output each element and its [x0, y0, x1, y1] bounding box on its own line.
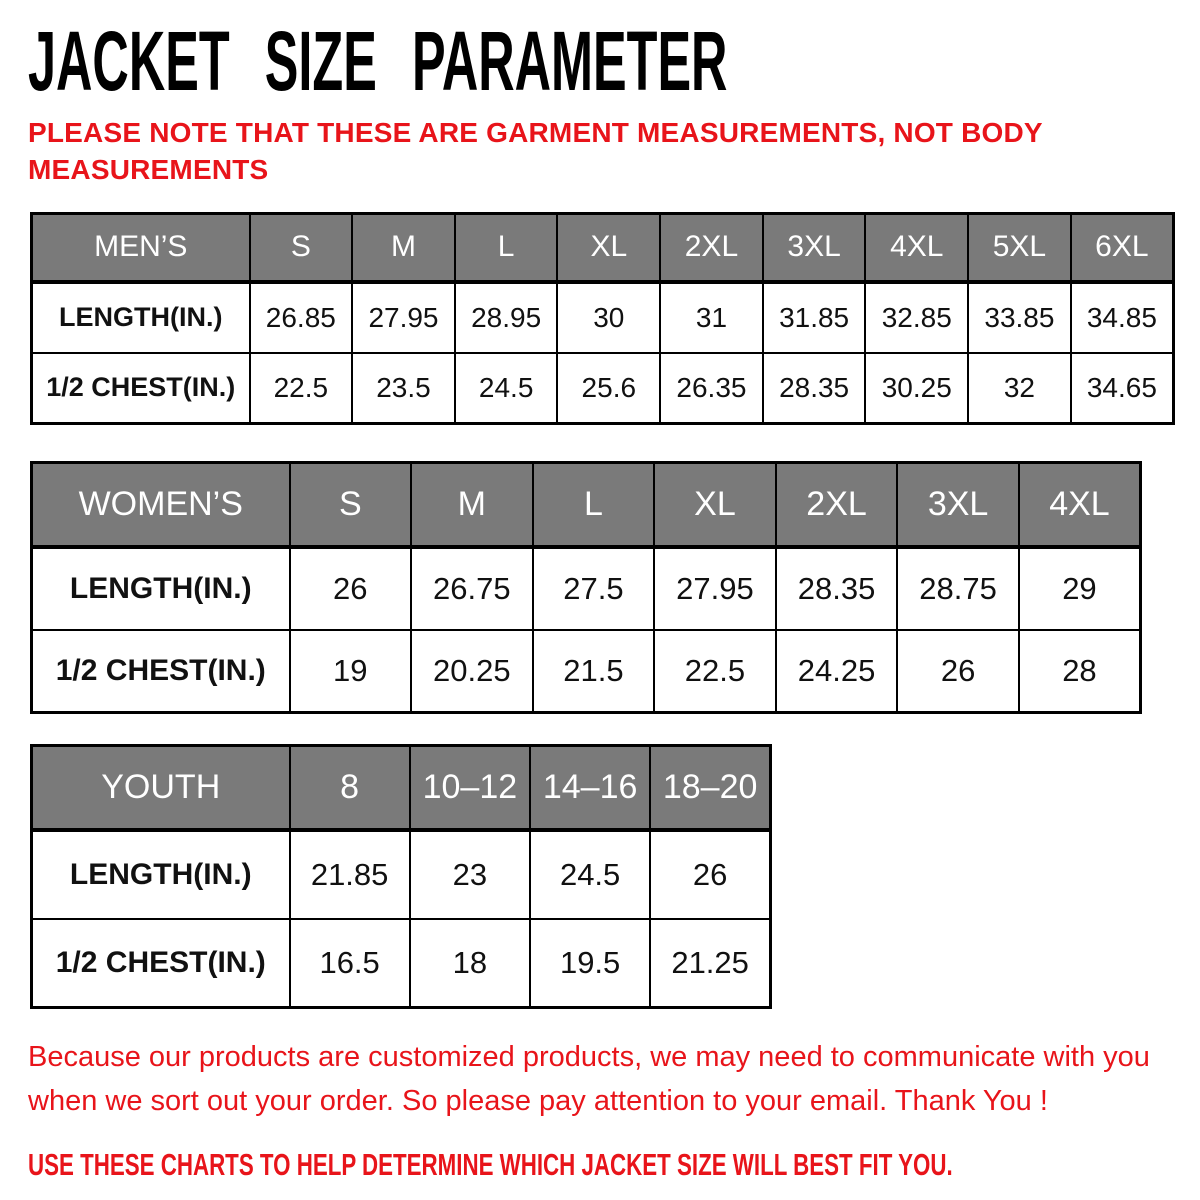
footer-note-line-2: when we sort out your order. So please pay attention to your email. Thank You ! [28, 1085, 1048, 1117]
mens-length-6xl: 34.85 [1071, 282, 1174, 353]
womens-chest-s: 19 [290, 630, 412, 713]
womens-length-m: 26.75 [411, 547, 533, 630]
footer-instruction-row [28, 1145, 1172, 1185]
mens-length-label: LENGTH(IN.) [32, 282, 250, 353]
page-title: JACKET SIZE PARAMETER [28, 14, 728, 108]
mens-chest-6xl: 34.65 [1071, 353, 1174, 424]
youth-chest-10-12: 18 [410, 919, 530, 1008]
youth-length-10-12: 23 [410, 830, 530, 919]
note-line-2: MEASUREMENTS [28, 154, 269, 185]
youth-chest-14-16: 19.5 [530, 919, 650, 1008]
womens-size-4xl: 4XL [1019, 463, 1141, 547]
mens-length-xl: 30 [557, 282, 660, 353]
womens-size-table [30, 461, 1142, 714]
mens-chest-xl: 25.6 [557, 353, 660, 424]
page-title-row [28, 14, 1172, 108]
mens-size-2xl: 2XL [660, 214, 763, 282]
womens-chest-4xl: 28 [1019, 630, 1141, 713]
mens-chest-2xl: 26.35 [660, 353, 763, 424]
womens-size-l: L [533, 463, 655, 547]
mens-size-s: S [250, 214, 353, 282]
womens-chest-m: 20.25 [411, 630, 533, 713]
mens-chest-5xl: 32 [968, 353, 1071, 424]
mens-chest-s: 22.5 [250, 353, 353, 424]
youth-length-label: LENGTH(IN.) [32, 830, 290, 919]
mens-size-xl: XL [557, 214, 660, 282]
womens-table-title-cell: WOMEN’S [32, 463, 290, 547]
womens-length-row [32, 547, 1141, 630]
mens-chest-row [32, 353, 1174, 424]
footer-note-line-1: Because our products are customized products, we may need to communicate with you [28, 1041, 1150, 1073]
footer-instruction: USE THESE CHARTS TO HELP DETERMINE WHICH JACKET SIZE WILL BEST FIT YOU. [28, 1147, 953, 1182]
youth-size-table [30, 744, 772, 1009]
mens-size-l: L [455, 214, 558, 282]
womens-length-3xl: 28.75 [897, 547, 1019, 630]
womens-chest-label: 1/2 CHEST(IN.) [32, 630, 290, 713]
youth-size-14-16: 14–16 [530, 746, 650, 830]
mens-table-title-cell: MEN’S [32, 214, 250, 282]
womens-size-s: S [290, 463, 412, 547]
womens-chest-2xl: 24.25 [776, 630, 898, 713]
mens-size-3xl: 3XL [763, 214, 866, 282]
mens-length-l: 28.95 [455, 282, 558, 353]
womens-length-2xl: 28.35 [776, 547, 898, 630]
mens-header-row [32, 214, 1174, 282]
mens-length-s: 26.85 [250, 282, 353, 353]
youth-size-10-12: 10–12 [410, 746, 530, 830]
mens-size-6xl: 6XL [1071, 214, 1174, 282]
youth-length-row [32, 830, 771, 919]
mens-size-table [30, 212, 1175, 425]
womens-size-2xl: 2XL [776, 463, 898, 547]
youth-length-8: 21.85 [290, 830, 410, 919]
mens-length-m: 27.95 [352, 282, 455, 353]
womens-length-label: LENGTH(IN.) [32, 547, 290, 630]
mens-chest-label: 1/2 CHEST(IN.) [32, 353, 250, 424]
youth-length-18-20: 26 [650, 830, 770, 919]
womens-size-xl: XL [654, 463, 776, 547]
youth-size-8: 8 [290, 746, 410, 830]
youth-length-14-16: 24.5 [530, 830, 650, 919]
youth-chest-18-20: 21.25 [650, 919, 770, 1008]
mens-length-row [32, 282, 1174, 353]
womens-size-3xl: 3XL [897, 463, 1019, 547]
youth-chest-row [32, 919, 771, 1008]
mens-chest-4xl: 30.25 [865, 353, 968, 424]
womens-chest-xl: 22.5 [654, 630, 776, 713]
youth-size-18-20: 18–20 [650, 746, 770, 830]
note-line-1: PLEASE NOTE THAT THESE ARE GARMENT MEASUREMENTS, NOT BODY [28, 117, 1043, 148]
youth-chest-8: 16.5 [290, 919, 410, 1008]
mens-length-2xl: 31 [660, 282, 763, 353]
womens-length-s: 26 [290, 547, 412, 630]
womens-chest-3xl: 26 [897, 630, 1019, 713]
mens-size-4xl: 4XL [865, 214, 968, 282]
womens-size-m: M [411, 463, 533, 547]
mens-chest-l: 24.5 [455, 353, 558, 424]
customization-footer-note [28, 1035, 1172, 1123]
mens-length-5xl: 33.85 [968, 282, 1071, 353]
womens-length-4xl: 29 [1019, 547, 1141, 630]
womens-length-l: 27.5 [533, 547, 655, 630]
mens-length-3xl: 31.85 [763, 282, 866, 353]
mens-size-m: M [352, 214, 455, 282]
womens-chest-l: 21.5 [533, 630, 655, 713]
womens-chest-row [32, 630, 1141, 713]
mens-size-5xl: 5XL [968, 214, 1071, 282]
youth-chest-label: 1/2 CHEST(IN.) [32, 919, 290, 1008]
youth-header-row [32, 746, 771, 830]
mens-length-4xl: 32.85 [865, 282, 968, 353]
mens-chest-3xl: 28.35 [763, 353, 866, 424]
youth-table-title-cell: YOUTH [32, 746, 290, 830]
womens-length-xl: 27.95 [654, 547, 776, 630]
womens-header-row [32, 463, 1141, 547]
mens-chest-m: 23.5 [352, 353, 455, 424]
garment-measurement-note [28, 114, 1172, 188]
